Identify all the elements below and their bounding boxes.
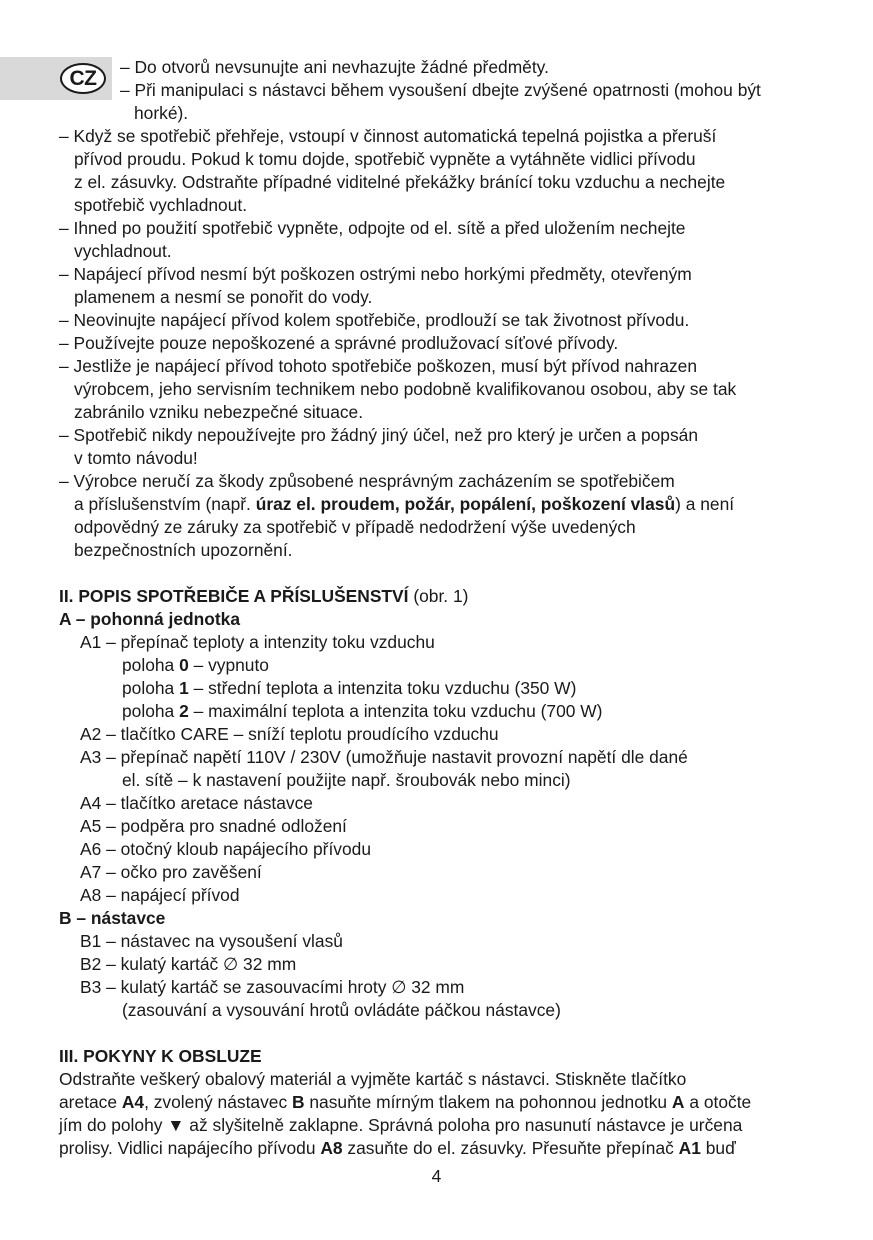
paragraph-line [59, 1091, 751, 1114]
safety-line: – Jestliže je napájecí přívod tohoto spotřebiče poškozen, musí být přívod nahrazen [59, 356, 698, 376]
safety-line: – Při manipulaci s nástavci během vysoušení dbejte zvýšené opatrnosti (mohou být [120, 80, 761, 100]
text-run: poloha [122, 655, 180, 675]
safety-line: výrobcem, jeho servisním technikem nebo podobně kvalifikovanou osobou, aby se tak [74, 379, 737, 399]
safety-line: – Výrobce neručí za škody způsobené nesprávným zacházením se spotřebičem [59, 471, 675, 491]
text-run: nasuňte mírným tlakem na pohonnou jednotku [304, 1092, 672, 1112]
safety-line: odpovědný ze záruky za spotřebič v případě nedodržení výše uvedených [74, 517, 636, 537]
bold-text: A4 [121, 1092, 145, 1112]
bold-text: A1 [678, 1138, 701, 1158]
safety-line: – Napájecí přívod nesmí být poškozen ostrými nebo horkými předměty, otevřeným [59, 264, 692, 284]
paragraph-line [59, 1137, 736, 1160]
bold-text: A8 [320, 1138, 343, 1158]
part-item-continuation: (zasouvání a vysouvání hrotů ovládáte páčkou nástavce) [122, 1000, 561, 1020]
part-item: A3 – přepínač napětí 110V / 230V (umožňuje nastavit provozní napětí dle dané [80, 747, 688, 767]
safety-line: v tomto návodu! [74, 448, 198, 468]
paragraph-line: jím do polohy ▼ až slyšitelně zaklapne. Správná poloha pro nasunutí nástavce je určena [59, 1115, 743, 1135]
safety-line: – Když se spotřebič přehřeje, vstoupí v činnost automatická tepelná pojistka a přeruší [59, 126, 717, 146]
safety-line: bezpečnostních upozornění. [74, 540, 293, 560]
safety-line: – Ihned po použití spotřebič vypněte, odpojte od el. sítě a před uložením nechejte [59, 218, 686, 238]
text-run: aretace [59, 1092, 122, 1112]
part-item: A8 – napájecí přívod [80, 885, 240, 905]
safety-line: spotřebič vychladnout. [74, 195, 248, 215]
page-number: 4 [431, 1166, 442, 1186]
safety-line: plamenem a nesmí se ponořit do vody. [74, 287, 373, 307]
text-run: – střední teplota a intenzita toku vzduchu (350 W) [188, 678, 577, 698]
part-item: B2 – kulatý kartáč ∅ 32 mm [80, 954, 297, 974]
safety-line: horké). [134, 103, 189, 123]
text-run: prolisy. Vidlici napájecího přívodu [59, 1138, 321, 1158]
safety-line: z el. zásuvky. Odstraňte případné viditelné překážky bránící toku vzduchu a nechejte [74, 172, 726, 192]
text-run: poloha [122, 678, 180, 698]
part-item: A6 – otočný kloub napájecího přívodu [80, 839, 372, 859]
bold-text: 2 [179, 701, 189, 721]
switch-position [122, 677, 576, 700]
part-item: A2 – tlačítko CARE – sníží teplotu proudícího vzduchu [80, 724, 499, 744]
section-heading [59, 585, 468, 608]
text-run: buď [700, 1138, 736, 1158]
safety-line: – Neovinujte napájecí přívod kolem spotřebiče, prodlouží se tak životnost přívodu. [59, 310, 690, 330]
safety-line: přívod proudu. Pokud k tomu dojde, spotřebič vypněte a vytáhněte vidlici přívodu [74, 149, 696, 169]
switch-position [122, 700, 602, 723]
part-item-continuation: el. sítě – k nastavení použijte např. šroubovák nebo minci) [122, 770, 571, 790]
group-heading: A – pohonná jednotka [59, 609, 240, 629]
part-item: A4 – tlačítko aretace nástavce [80, 793, 313, 813]
safety-line [74, 493, 734, 516]
bold-text: B [291, 1092, 305, 1112]
paragraph-line: Odstraňte veškerý obalový materiál a vyjměte kartáč s nástavci. Stiskněte tlačítko [59, 1069, 687, 1089]
text-run: – vypnuto [188, 655, 269, 675]
text-run: , zvolený nástavec [144, 1092, 292, 1112]
part-item: B1 – nástavec na vysoušení vlasů [80, 931, 343, 951]
bold-text: 1 [179, 678, 189, 698]
part-item: A7 – očko pro zavěšení [80, 862, 262, 882]
text-run: ) a není [675, 494, 735, 514]
safety-line: vychladnout. [74, 241, 172, 261]
part-item: A5 – podpěra pro snadné odložení [80, 816, 347, 836]
text-run: a otočte [684, 1092, 752, 1112]
heading-text: II. POPIS SPOTŘEBIČE A PŘÍSLUŠENSTVÍ [59, 586, 409, 606]
text-run: zasuňte do el. zásuvky. Přesuňte přepínač [342, 1138, 679, 1158]
section-heading: III. POKYNY K OBSLUZE [59, 1046, 262, 1066]
bold-text: úraz el. proudem, požár, popálení, poškození vlasů [255, 494, 676, 514]
text-run: poloha [122, 701, 180, 721]
safety-line: – Používejte pouze nepoškozené a správné prodlužovací síťové přívody. [59, 333, 619, 353]
safety-line: – Spotřebič nikdy nepoužívejte pro žádný jiný účel, než pro který je určen a popsán [59, 425, 698, 445]
switch-position [122, 654, 269, 677]
heading-suffix: (obr. 1) [408, 586, 469, 606]
part-item: A1 – přepínač teploty a intenzity toku vzduchu [80, 632, 435, 652]
text-run: a příslušenstvím (např. [74, 494, 256, 514]
bold-text: A [671, 1092, 685, 1112]
bold-text: 0 [179, 655, 189, 675]
part-item: B3 – kulatý kartáč se zasouvacími hroty ∅ 32 mm [80, 977, 465, 997]
text-run: – maximální teplota a intenzita toku vzduchu (700 W) [188, 701, 603, 721]
safety-line: – Do otvorů nevsunujte ani nevhazujte žádné předměty. [120, 57, 549, 77]
safety-line: zabránilo vzniku nebezpečné situace. [74, 402, 364, 422]
language-badge: CZ [60, 63, 106, 94]
group-heading: B – nástavce [59, 908, 166, 928]
